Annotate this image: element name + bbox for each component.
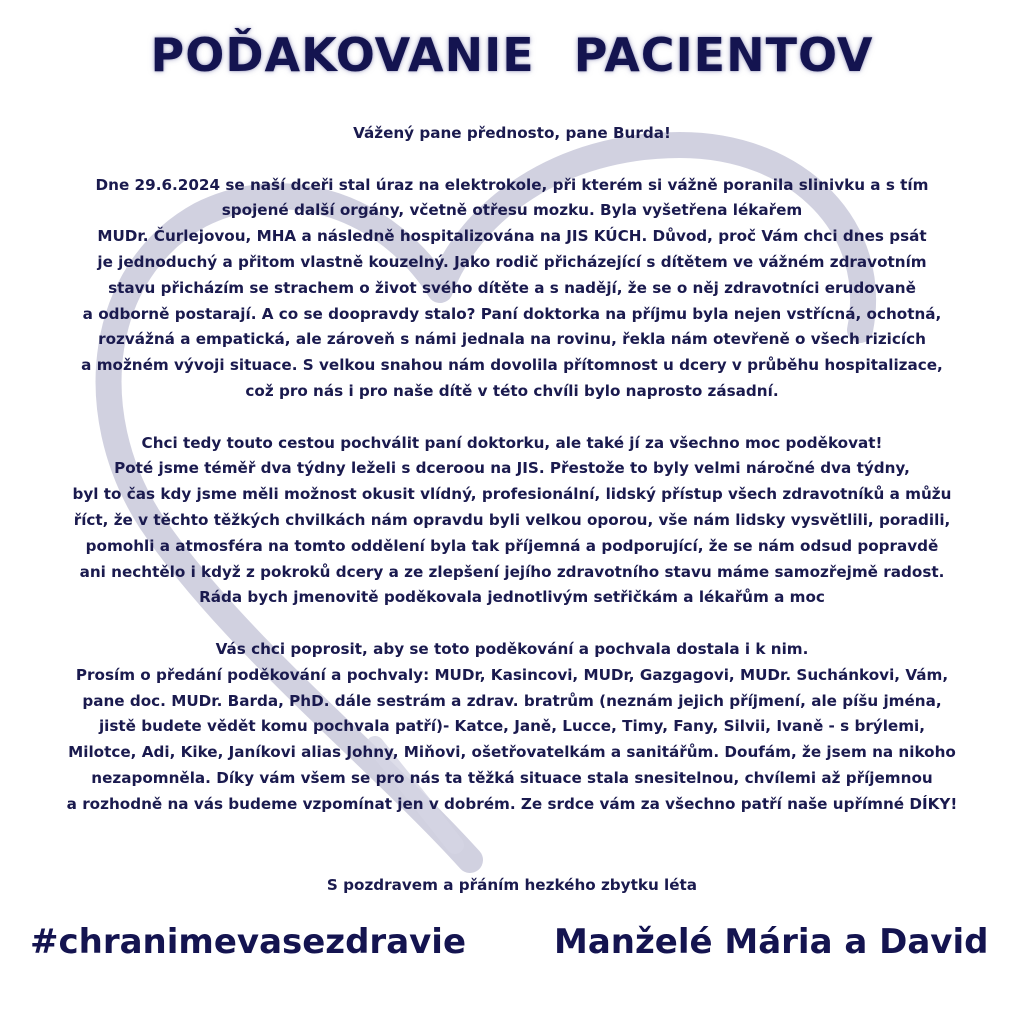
text-line: a odborně postarají. A co se doopravdy stalo? Paní doktorka na příjmu byla nejen vstřícná, ochotná, [82,304,942,323]
text-line: jistě budete vědět komu pochvala patří)- Katce, Janě, Lucce, Timy, Fany, Silvii, Ivaně - s brýlemi, [98,717,926,736]
text-line: ani nechtělo i když z pokroků dcery a ze zlepšení jejího zdravotního stavu máme samozřejmě radost. [79,562,945,581]
text-line: Dne 29.6.2024 se naší dceři stal úraz na elektrokole, při kterém si vážně poranila slinivku a s tím [95,175,929,194]
text-line: pomohli a atmosféra na tomto oddělení byla tak příjemná a podporující, že se nám odsud popravdě [85,536,939,555]
text-line: byl to čas kdy jsme měli možnost okusit vlídný, profesionální, lidský přístup všech zdravotníků a můžu [72,485,952,504]
text-line: nezapomněla. Díky vám všem se pro nás ta těžká situace stala snesitelnou, chvílemi až příjemnou [91,768,933,787]
letter-greeting: Vážený pane přednosto, pane Burda! [353,124,671,142]
paragraph-1 [14,173,1010,405]
hashtag: #chranimevasezdravie [30,922,467,962]
text-line: Prosím o předání poděkování a pochvaly: MUDr, Kasincovi, MUDr, Gazgagovi, MUDr. Suchánkovi, Vám, [75,665,949,684]
text-line: a rozhodně na vás budeme vzpomínat jen v dobrém. Ze srdce vám za všechno patří naše upřímné DÍKY! [66,794,958,813]
text-line: pane doc. MUDr. Barda, PhD. dále sestrám a zdrav. bratrům (neznám jejich příjmení, ale píšu jména, [82,691,942,710]
text-line: Poté jsme téměř dva týdny leželi s dceroou na JIS. Přestože to byly velmi náročné dva týdny, [114,459,910,478]
text-line: je jednoduchý a přitom vlastně kouzelný. Jako rodič přicházející s dítětem ve vážném zdravotním [97,252,927,271]
text-line: Chci tedy touto cestou pochválit paní doktorku, ale také jí za všechno moc poděkovat! [141,433,883,452]
text-line: Ráda bych jmenovitě poděkovala jednotlivým setřičkám a lékařům a moc [199,588,825,607]
text-line: říct, že v těchto těžkých chvilkách nám opravdu byli velkou oporou, vše nám lidsky vysvětlili, poradili, [73,510,951,529]
text-line: Vás chci poprosit, aby se toto poděkování a pochvala dostala i k nim. [215,639,809,658]
text-line: MUDr. Čurlejovou, MHA a následně hospitalizována na JIS KÚCH. Důvod, proč Vám chci dnes psát [97,227,927,246]
paragraph-gap [14,611,1010,637]
paragraph-gap [14,147,1010,173]
paragraph-gap [14,405,1010,431]
paragraph-3 [14,637,1010,818]
text-line: Milotce, Adi, Kike, Janíkovi alias Johny, Miňovi, ošetřovatelkám a sanitářům. Doufám, že jsem na nikoho [68,743,956,762]
text-line: což pro nás i pro naše dítě v této chvíli bylo naprosto zásadní. [245,381,779,400]
text-line: a možném vývoji situace. S velkou snahou nám dovolila přítomnost u dcery v průběhu hospitalizace, [81,356,943,375]
text-line: rozvážná a empatická, ale zároveň s námi jednala na rovinu, řekla nám otevřeně o všech rizicích [98,330,926,349]
page-title: POĎAKOVANIE PACIENTOV [150,28,874,82]
text-line: stavu přicházím se strachem o život svého dítěte a s nadějí, že se o něj zdravotníci erudovaně [108,278,916,297]
paragraph-2 [14,431,1010,612]
letter-body [14,117,1010,818]
letter-signoff: S pozdravem a přáním hezkého zbytku léta [326,876,698,894]
text-line: spojené další orgány, včetně otřesu mozku. Byla vyšetřena lékařem [221,201,803,220]
signature: Manželé Mária a David [554,922,989,962]
